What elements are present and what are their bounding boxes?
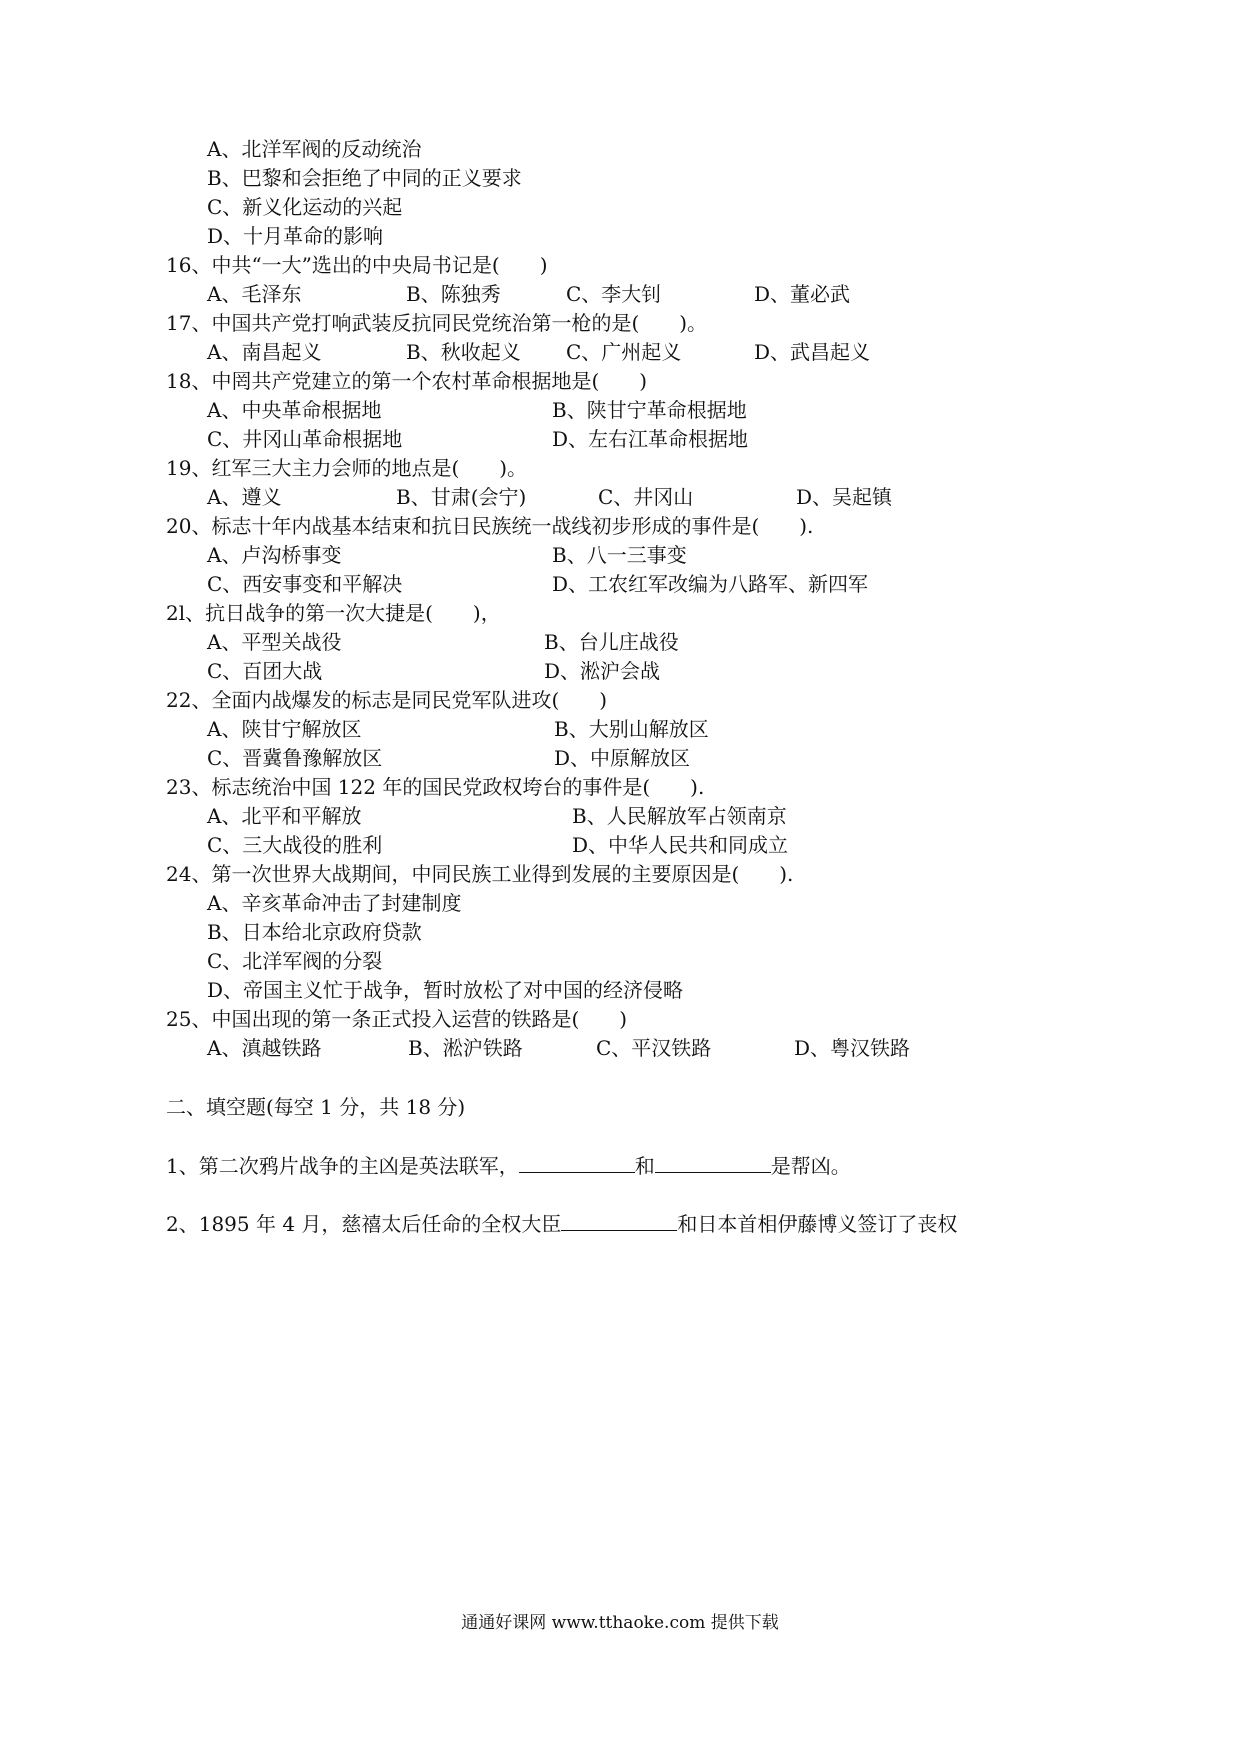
question-24-stem: 24、第一次世界大战期间，中同民族工业得到发展的主要原因是( ).	[166, 862, 794, 886]
fill-question-1	[166, 1152, 851, 1179]
option-20a: A、卢沟桥事变	[207, 543, 342, 567]
option-22a: A、陕甘宁解放区	[207, 717, 362, 741]
option-20d: D、工农红军改编为八路军、新四军	[552, 572, 869, 596]
option-18a: A、中央革命根据地	[207, 398, 382, 422]
option-18c: C、井冈山革命根据地	[207, 427, 403, 451]
fill-1-blank-a	[519, 1152, 635, 1173]
option-20b: B、八一三事变	[552, 543, 687, 567]
option-16d: D、董必武	[754, 282, 851, 306]
fill-1-prefix: 1、第二次鸦片战争的主凶是英法联军，	[166, 1154, 519, 1178]
fill-2-blank	[561, 1210, 677, 1231]
question-17-stem: 17、中国共产党打响武装反抗同民党统治第一枪的是( )。	[166, 311, 708, 335]
question-18-stem: 18、中罔共产党建立的第一个农村革命根据地是( )	[166, 369, 648, 393]
option-23a: A、北平和平解放	[207, 804, 362, 828]
option-25c: C、平汉铁路	[596, 1036, 712, 1060]
option-21a: A、平型关战役	[207, 630, 342, 654]
option-24c: C、北洋军阀的分裂	[207, 949, 383, 973]
question-25-stem: 25、中国出现的第一条正式投入运营的铁路是( )	[166, 1007, 628, 1031]
option-20c: C、西安事变和平解决	[207, 572, 403, 596]
question-21-stem: 2l、抗日战争的第一次大捷是( )，	[166, 601, 501, 625]
option-16c: C、李大钊	[566, 282, 662, 306]
option-22b: B、大别山解放区	[554, 717, 709, 741]
option-22d: D、中原解放区	[554, 746, 691, 770]
option-15d: D、十月革命的影响	[207, 224, 384, 248]
option-19c: C、井冈山	[598, 485, 694, 509]
fill-2-prefix: 2、1895 年 4 月，慈禧太后任命的全权大臣	[166, 1212, 562, 1236]
section-heading: 二、填空题(每空 1 分，共 18 分)	[166, 1095, 466, 1119]
option-23c: C、三大战役的胜利	[207, 833, 383, 857]
option-21b: B、台儿庄战役	[544, 630, 679, 654]
option-25d: D、粤汉铁路	[794, 1036, 911, 1060]
fill-1-middle: 和	[634, 1154, 655, 1178]
option-16b: B、陈独秀	[406, 282, 501, 306]
option-19a: A、遵义	[207, 485, 282, 509]
question-16-stem: 16、中共“一大”选出的中央局书记是( )	[166, 253, 548, 277]
option-25a: A、滇越铁路	[207, 1036, 322, 1060]
option-24a: A、辛亥革命冲击了封建制度	[207, 891, 462, 915]
question-23-stem: 23、标志统治中国 122 年的国民党政权垮台的事件是( ).	[166, 775, 705, 799]
option-17b: B、秋收起义	[406, 340, 521, 364]
option-18d: D、左右江革命根据地	[552, 427, 749, 451]
option-21d: D、淞沪会战	[544, 659, 661, 683]
question-20-stem: 20、标志十年内战基本结束和抗日民族统一战线初步形成的事件是( ).	[166, 514, 814, 538]
option-15c: C、新义化运动的兴起	[207, 195, 403, 219]
fill-2-suffix: 和日本首相伊藤博义签订了丧权	[677, 1212, 958, 1236]
page-footer: 通通好课网 www.tthaoke.com 提供下载	[461, 1613, 779, 1633]
option-24d: D、帝国主义忙于战争，暂时放松了对中国的经济侵略	[207, 978, 684, 1002]
question-22-stem: 22、全面内战爆发的标志是同民党军队进攻( )	[166, 688, 608, 712]
option-17a: A、南昌起义	[207, 340, 322, 364]
option-18b: B、陕甘宁革命根据地	[552, 398, 747, 422]
option-25b: B、淞沪铁路	[408, 1036, 523, 1060]
option-17d: D、武昌起义	[754, 340, 871, 364]
fill-question-2	[166, 1210, 957, 1237]
option-19b: B、甘肃(会宁)	[396, 485, 527, 509]
option-24b: B、日本给北京政府贷款	[207, 920, 422, 944]
option-15b: B、巴黎和会拒绝了中同的正义要求	[207, 166, 522, 190]
option-23d: D、中华人民共和同成立	[572, 833, 789, 857]
option-23b: B、人民解放军占领南京	[572, 804, 787, 828]
option-16a: A、毛泽东	[207, 282, 302, 306]
option-21c: C、百团大战	[207, 659, 323, 683]
option-17c: C、广州起义	[566, 340, 682, 364]
question-19-stem: 19、红军三大主力会师的地点是( )。	[166, 456, 528, 480]
fill-1-blank-b	[655, 1152, 771, 1173]
option-15a: A、北洋军阀的反动统治	[207, 137, 422, 161]
option-19d: D、吴起镇	[796, 485, 893, 509]
option-22c: C、晋冀鲁豫解放区	[207, 746, 383, 770]
fill-1-suffix: 是帮凶。	[770, 1154, 851, 1178]
